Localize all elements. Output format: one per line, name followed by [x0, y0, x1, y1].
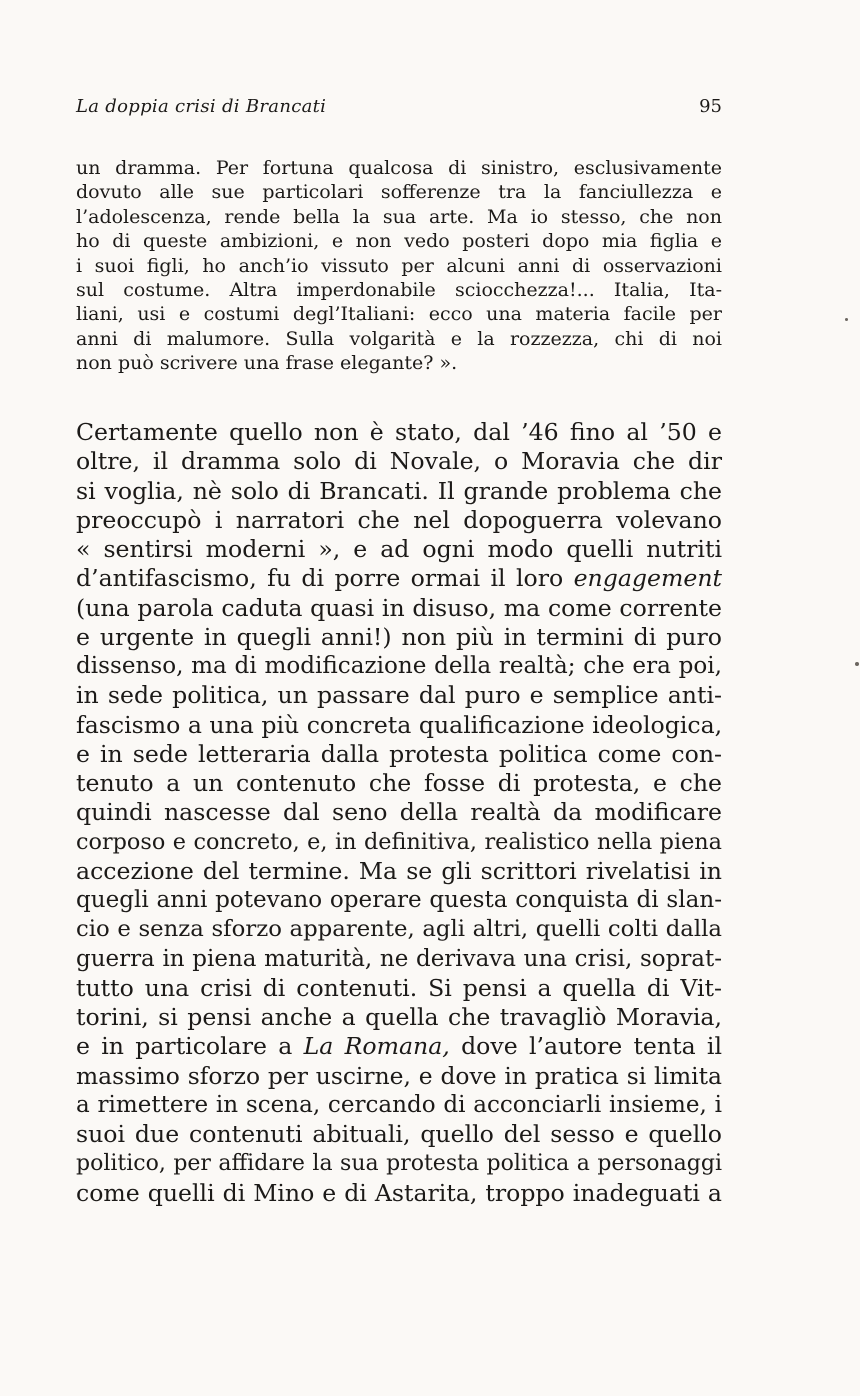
body-line: dissenso, ma di modificazione della realtà; che era poi, — [76, 653, 722, 679]
paper-speck — [855, 662, 859, 666]
body-line: cio e senza sforzo apparente, agli altri, quelli colti dalla — [76, 916, 722, 943]
body-line: accezione del termine. Ma se gli scrittori rivelatisi in — [76, 856, 722, 885]
quote-paragraph — [76, 156, 722, 376]
body-line: come quelli di Mino e di Astarita, troppo inadeguati a — [76, 1178, 722, 1207]
body-line: quegli anni potevano operare questa conquista di slan- — [76, 887, 722, 913]
quote-line: non può scrivere una frase elegante? ». — [76, 352, 458, 375]
body-line: a rimettere in scena, cercando di acconciarli insieme, i — [76, 1091, 722, 1118]
italic-title: La Romana, — [303, 1032, 450, 1061]
body-line: in sede politica, un passare dal puro e semplice anti- — [76, 681, 722, 710]
quote-line: sul costume. Altra imperdonabile sciocchezza!... Italia, Ita- — [76, 279, 722, 302]
quote-line: l’adolescenza, rende bella la sua arte. Ma io stesso, che non — [76, 205, 722, 228]
body-line: guerra in piena maturità, ne derivava una crisi, soprat- — [76, 945, 722, 972]
paper-speck — [845, 318, 848, 321]
body-line: Certamente quello non è stato, dal ’46 fino al ’50 e — [76, 418, 722, 446]
body-line — [76, 1032, 722, 1061]
quote-line: ho di queste ambizioni, e non vedo posteri dopo mia figlia e — [76, 230, 722, 253]
body-line: (una parola caduta quasi in disuso, ma come corrente — [76, 593, 722, 622]
quote-line: liani, usi e costumi degl’Italiani: ecco una materia facile per — [76, 303, 722, 326]
quote-line: i suoi figli, ho anch’io vissuto per alcuni anni di osservazioni — [76, 254, 722, 277]
body-text: d’antifascismo, fu di porre ormai il loro — [76, 564, 574, 593]
quote-line: anni di malumore. Sulla volgarità e la rozzezza, chi di noi — [76, 327, 722, 350]
body-text: e in particolare a — [76, 1032, 304, 1061]
body-line: e in sede letteraria dalla protesta politica come con- — [76, 739, 722, 768]
body-line: oltre, il dramma solo di Novale, o Moravia che dir — [76, 447, 722, 476]
body-line: preoccupò i narratori che nel dopoguerra volevano — [76, 505, 722, 534]
italic-term: engagement — [573, 564, 722, 593]
body-line: politico, per affidare la sua protesta politica a personaggi — [76, 1151, 722, 1177]
body-line: tutto una crisi di contenuti. Si pensi a quella di Vit- — [76, 973, 722, 1002]
body-line: e urgente in quegli anni!) non più in termini di puro — [76, 622, 722, 651]
body-line: torini, si pensi anche a quella che travagliò Moravia, — [76, 1003, 722, 1031]
body-line: si voglia, nè solo di Brancati. Il grande problema che — [76, 476, 722, 505]
main-paragraph — [76, 418, 722, 1208]
body-line: massimo sforzo per uscirne, e dove in pratica si limita — [76, 1061, 722, 1090]
page-number: 95 — [699, 96, 722, 117]
running-header — [76, 96, 722, 124]
body-line: tenuto a un contenuto che fosse di protesta, e che — [76, 769, 722, 797]
body-line: fascismo a una più concreta qualificazione ideologica, — [76, 710, 723, 739]
body-line: suoi due contenuti abituali, quello del sesso e quello — [76, 1120, 722, 1148]
body-line: « sentirsi moderni », e ad ogni modo quelli nutriti — [76, 535, 722, 563]
body-line — [76, 564, 722, 593]
quote-line: dovuto alle sue particolari sofferenze tra la fanciullezza e — [76, 181, 722, 204]
body-line: corposo e concreto, e, in definitiva, realistico nella piena — [76, 828, 722, 855]
running-title: La doppia crisi di Brancati — [76, 96, 327, 117]
body-text: dove l’autore tenta il — [449, 1032, 722, 1061]
body-line: quindi nascesse dal seno della realtà da modificare — [76, 798, 722, 827]
quote-line: un dramma. Per fortuna qualcosa di sinistro, esclusivamente — [76, 157, 722, 179]
